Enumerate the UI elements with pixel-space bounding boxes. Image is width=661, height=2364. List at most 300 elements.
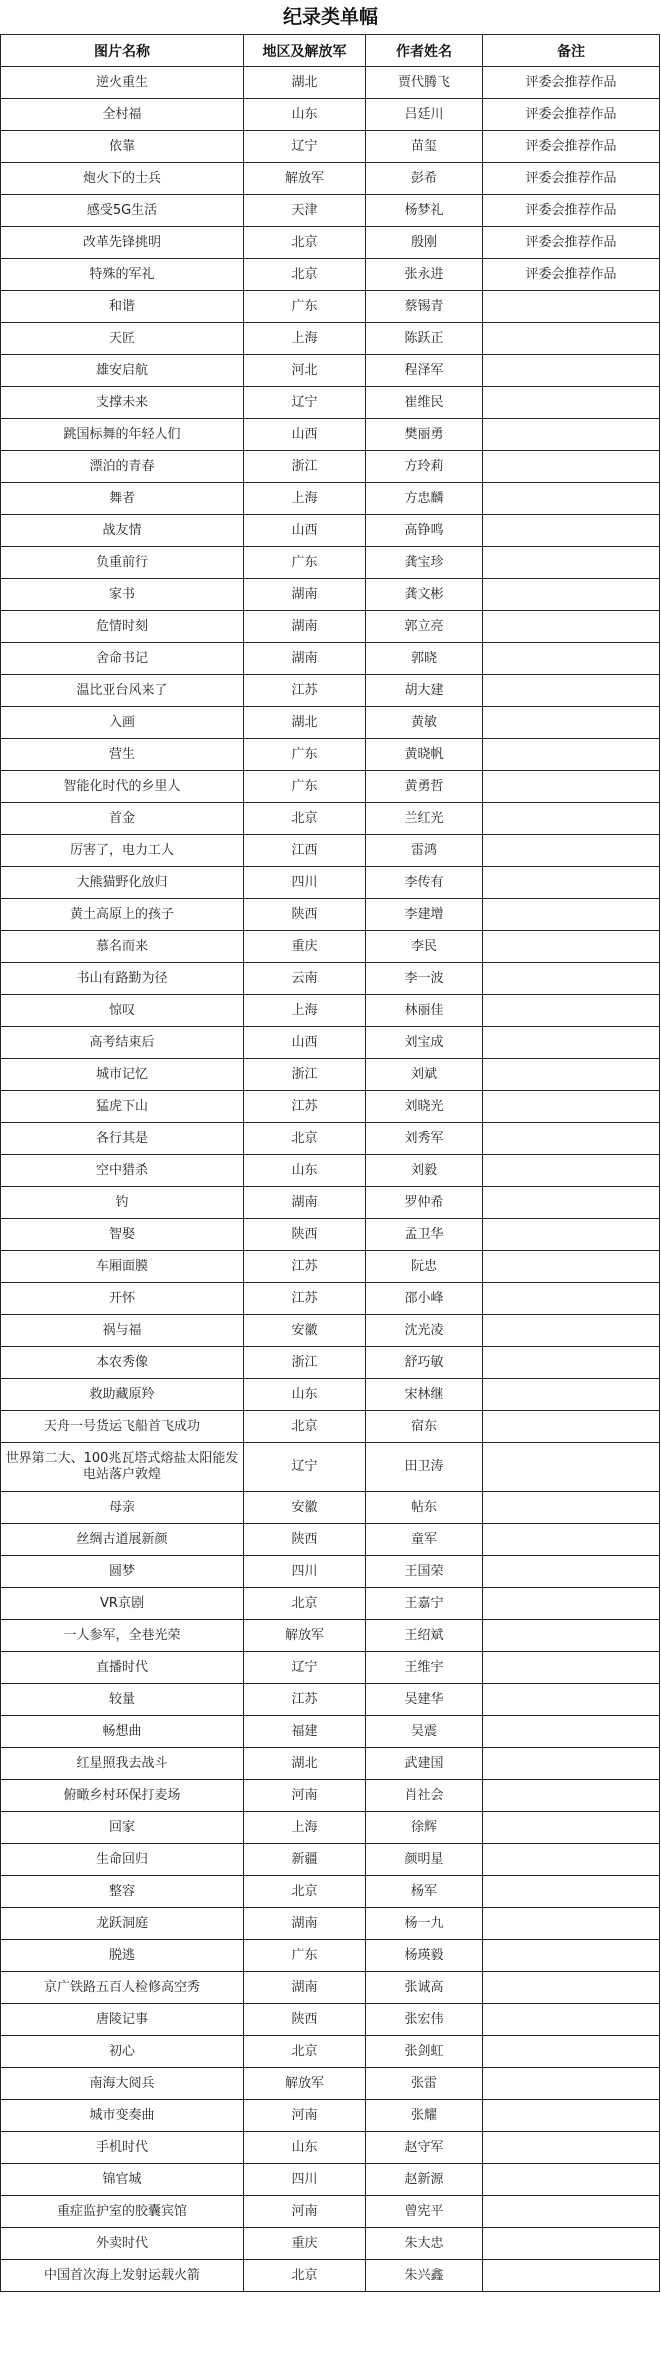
cell-remark: 评委会推荐作品 [483, 67, 660, 99]
cell-region: 陕西 [244, 2004, 366, 2036]
table-row [1, 995, 660, 1027]
cell-region: 广东 [244, 771, 366, 803]
table-row [1, 1187, 660, 1219]
cell-region: 陕西 [244, 899, 366, 931]
cell-region: 山东 [244, 99, 366, 131]
cell-region: 上海 [244, 1812, 366, 1844]
cell-photo-name: 改革先锋挑明 [1, 227, 244, 259]
table-row [1, 1219, 660, 1251]
table-row [1, 1411, 660, 1443]
cell-author: 龚文彬 [366, 579, 483, 611]
cell-remark [483, 515, 660, 547]
cell-photo-name: 跳国标舞的年轻人们 [1, 419, 244, 451]
cell-photo-name: 家书 [1, 579, 244, 611]
cell-remark [483, 899, 660, 931]
cell-photo-name: 首金 [1, 803, 244, 835]
cell-remark [483, 1812, 660, 1844]
table-row [1, 1972, 660, 2004]
cell-remark [483, 1844, 660, 1876]
cell-photo-name: 丝绸古道展新颜 [1, 1524, 244, 1556]
cell-remark [483, 2068, 660, 2100]
cell-remark [483, 323, 660, 355]
cell-region: 湖北 [244, 67, 366, 99]
cell-remark [483, 1091, 660, 1123]
cell-author: 杨瑛毅 [366, 1940, 483, 1972]
cell-region: 湖南 [244, 1908, 366, 1940]
table-row [1, 1091, 660, 1123]
cell-remark [483, 1620, 660, 1652]
cell-photo-name: 厉害了，电力工人 [1, 835, 244, 867]
cell-author: 杨军 [366, 1876, 483, 1908]
cell-author: 罗仲希 [366, 1187, 483, 1219]
cell-region: 北京 [244, 1588, 366, 1620]
cell-region: 辽宁 [244, 131, 366, 163]
table-row [1, 163, 660, 195]
cell-region: 北京 [244, 2036, 366, 2068]
cell-author: 帖东 [366, 1492, 483, 1524]
cell-photo-name: 逆火重生 [1, 67, 244, 99]
cell-remark [483, 2228, 660, 2260]
table-row [1, 419, 660, 451]
table-row [1, 1059, 660, 1091]
cell-photo-name: 特殊的军礼 [1, 259, 244, 291]
cell-region: 山西 [244, 1027, 366, 1059]
table-row [1, 387, 660, 419]
cell-author: 杨梦礼 [366, 195, 483, 227]
table-row [1, 899, 660, 931]
cell-photo-name: 开怀 [1, 1283, 244, 1315]
cell-region: 北京 [244, 803, 366, 835]
header-photo-name: 图片名称 [1, 35, 244, 67]
cell-remark [483, 1748, 660, 1780]
table-row [1, 1524, 660, 1556]
cell-region: 浙江 [244, 451, 366, 483]
table-row [1, 1780, 660, 1812]
cell-region: 北京 [244, 1411, 366, 1443]
cell-remark [483, 2004, 660, 2036]
cell-photo-name: 唐陵记事 [1, 2004, 244, 2036]
cell-region: 北京 [244, 227, 366, 259]
cell-photo-name: 空中猎杀 [1, 1155, 244, 1187]
cell-author: 吴震 [366, 1716, 483, 1748]
table-row [1, 2100, 660, 2132]
cell-author: 杨一九 [366, 1908, 483, 1940]
cell-remark [483, 611, 660, 643]
table-row [1, 1812, 660, 1844]
table-row [1, 611, 660, 643]
cell-region: 河南 [244, 2100, 366, 2132]
table-row [1, 1684, 660, 1716]
table-row [1, 99, 660, 131]
cell-author: 朱兴鑫 [366, 2260, 483, 2292]
table-row [1, 1620, 660, 1652]
cell-author: 郭立亮 [366, 611, 483, 643]
table-row [1, 771, 660, 803]
cell-photo-name: 锦官城 [1, 2164, 244, 2196]
cell-author: 蔡锡青 [366, 291, 483, 323]
cell-region: 四川 [244, 867, 366, 899]
cell-photo-name: 惊叹 [1, 995, 244, 1027]
cell-author: 王绍斌 [366, 1620, 483, 1652]
cell-region: 上海 [244, 995, 366, 1027]
cell-photo-name: 舍命书记 [1, 643, 244, 675]
cell-author: 王嘉宁 [366, 1588, 483, 1620]
cell-region: 山东 [244, 2132, 366, 2164]
cell-author: 林丽佳 [366, 995, 483, 1027]
cell-photo-name: 感受5G生活 [1, 195, 244, 227]
table-row [1, 131, 660, 163]
cell-author: 王国荣 [366, 1556, 483, 1588]
table-row [1, 67, 660, 99]
cell-remark [483, 2132, 660, 2164]
table-row [1, 643, 660, 675]
cell-remark [483, 1347, 660, 1379]
cell-author: 徐辉 [366, 1812, 483, 1844]
cell-region: 浙江 [244, 1347, 366, 1379]
cell-photo-name: 脱逃 [1, 1940, 244, 1972]
cell-author: 陈跃正 [366, 323, 483, 355]
cell-photo-name: 天舟一号货运飞船首飞成功 [1, 1411, 244, 1443]
cell-remark [483, 963, 660, 995]
cell-region: 江苏 [244, 675, 366, 707]
cell-region: 重庆 [244, 931, 366, 963]
cell-photo-name: 黄土高原上的孩子 [1, 899, 244, 931]
cell-author: 邵小峰 [366, 1283, 483, 1315]
cell-author: 郭晓 [366, 643, 483, 675]
table-row [1, 1876, 660, 1908]
cell-photo-name: 雄安启航 [1, 355, 244, 387]
cell-region: 湖南 [244, 643, 366, 675]
cell-photo-name: 中国首次海上发射运载火箭 [1, 2260, 244, 2292]
cell-author: 田卫涛 [366, 1443, 483, 1492]
cell-author: 张剑虹 [366, 2036, 483, 2068]
cell-author: 吕廷川 [366, 99, 483, 131]
cell-region: 湖南 [244, 1972, 366, 2004]
cell-photo-name: 各行其是 [1, 1123, 244, 1155]
cell-remark [483, 1059, 660, 1091]
cell-author: 胡大建 [366, 675, 483, 707]
cell-author: 刘宝成 [366, 1027, 483, 1059]
cell-photo-name: 猛虎下山 [1, 1091, 244, 1123]
table-row [1, 195, 660, 227]
cell-photo-name: 慕名而来 [1, 931, 244, 963]
table-row [1, 963, 660, 995]
table-row [1, 1315, 660, 1347]
cell-author: 方忠麟 [366, 483, 483, 515]
table-row [1, 675, 660, 707]
cell-region: 湖南 [244, 579, 366, 611]
cell-region: 天津 [244, 195, 366, 227]
cell-author: 刘晓光 [366, 1091, 483, 1123]
cell-remark [483, 1972, 660, 2004]
table-row [1, 2260, 660, 2292]
cell-photo-name: 天匠 [1, 323, 244, 355]
cell-remark [483, 995, 660, 1027]
cell-remark [483, 643, 660, 675]
cell-region: 湖南 [244, 611, 366, 643]
cell-region: 北京 [244, 2260, 366, 2292]
cell-remark [483, 1283, 660, 1315]
cell-author: 李民 [366, 931, 483, 963]
table-row [1, 1908, 660, 1940]
cell-region: 陕西 [244, 1524, 366, 1556]
cell-photo-name: 智能化时代的乡里人 [1, 771, 244, 803]
cell-region: 辽宁 [244, 1443, 366, 1492]
cell-region: 河南 [244, 1780, 366, 1812]
cell-photo-name: 一人参军，全巷光荣 [1, 1620, 244, 1652]
cell-remark: 评委会推荐作品 [483, 99, 660, 131]
cell-region: 四川 [244, 1556, 366, 1588]
table-row [1, 707, 660, 739]
cell-photo-name: 支撑未来 [1, 387, 244, 419]
cell-author: 李建增 [366, 899, 483, 931]
cell-author: 苗玺 [366, 131, 483, 163]
cell-photo-name: 龙跃洞庭 [1, 1908, 244, 1940]
table-row [1, 1492, 660, 1524]
cell-remark [483, 483, 660, 515]
cell-remark [483, 2260, 660, 2292]
cell-remark [483, 1556, 660, 1588]
cell-region: 陕西 [244, 1219, 366, 1251]
cell-author: 颜明星 [366, 1844, 483, 1876]
cell-remark [483, 1123, 660, 1155]
cell-author: 刘秀军 [366, 1123, 483, 1155]
cell-region: 河北 [244, 355, 366, 387]
cell-remark [483, 451, 660, 483]
cell-remark [483, 1588, 660, 1620]
cell-region: 辽宁 [244, 1652, 366, 1684]
cell-photo-name: 高考结束后 [1, 1027, 244, 1059]
cell-remark: 评委会推荐作品 [483, 131, 660, 163]
cell-remark [483, 547, 660, 579]
cell-region: 广东 [244, 291, 366, 323]
cell-region: 辽宁 [244, 387, 366, 419]
cell-remark [483, 1524, 660, 1556]
table-row [1, 547, 660, 579]
cell-author: 刘毅 [366, 1155, 483, 1187]
cell-author: 黄晓帆 [366, 739, 483, 771]
cell-photo-name: 京广铁路五百人检修高空秀 [1, 1972, 244, 2004]
cell-author: 武建国 [366, 1748, 483, 1780]
table-row [1, 2068, 660, 2100]
cell-photo-name: VR京剧 [1, 1588, 244, 1620]
cell-photo-name: 外卖时代 [1, 2228, 244, 2260]
cell-region: 广东 [244, 547, 366, 579]
table-row [1, 579, 660, 611]
cell-remark [483, 2164, 660, 2196]
cell-photo-name: 温比亚台风来了 [1, 675, 244, 707]
cell-region: 山东 [244, 1155, 366, 1187]
cell-region: 河南 [244, 2196, 366, 2228]
cell-region: 山西 [244, 419, 366, 451]
cell-photo-name: 车厢面膜 [1, 1251, 244, 1283]
cell-remark [483, 1411, 660, 1443]
cell-author: 肖社会 [366, 1780, 483, 1812]
cell-region: 广东 [244, 1940, 366, 1972]
cell-photo-name: 世界第二大、100兆瓦塔式熔盐太阳能发电站落户敦煌 [1, 1443, 244, 1492]
cell-remark [483, 739, 660, 771]
cell-photo-name: 畅想曲 [1, 1716, 244, 1748]
cell-photo-name: 和谐 [1, 291, 244, 323]
cell-photo-name: 本农秀像 [1, 1347, 244, 1379]
cell-author: 吴建华 [366, 1684, 483, 1716]
cell-photo-name: 圆梦 [1, 1556, 244, 1588]
cell-author: 沈光凌 [366, 1315, 483, 1347]
cell-region: 四川 [244, 2164, 366, 2196]
cell-author: 朱大忠 [366, 2228, 483, 2260]
table-row [1, 1027, 660, 1059]
cell-photo-name: 重症监护室的胶囊宾馆 [1, 2196, 244, 2228]
cell-photo-name: 炮火下的士兵 [1, 163, 244, 195]
cell-region: 上海 [244, 483, 366, 515]
cell-photo-name: 初心 [1, 2036, 244, 2068]
cell-remark [483, 707, 660, 739]
cell-region: 江苏 [244, 1684, 366, 1716]
header-region: 地区及解放军 [244, 35, 366, 67]
cell-photo-name: 生命回归 [1, 1844, 244, 1876]
cell-region: 上海 [244, 323, 366, 355]
table-row [1, 739, 660, 771]
cell-remark: 评委会推荐作品 [483, 163, 660, 195]
table-row [1, 1748, 660, 1780]
table-row [1, 1588, 660, 1620]
cell-photo-name: 较量 [1, 1684, 244, 1716]
cell-remark [483, 675, 660, 707]
cell-author: 舒巧敏 [366, 1347, 483, 1379]
cell-remark [483, 1187, 660, 1219]
cell-author: 张雷 [366, 2068, 483, 2100]
cell-remark [483, 1443, 660, 1492]
cell-author: 殷刚 [366, 227, 483, 259]
cell-author: 张永进 [366, 259, 483, 291]
page-title: 纪录类单幅 [282, 6, 378, 28]
cell-remark [483, 1684, 660, 1716]
table-row [1, 2164, 660, 2196]
cell-photo-name: 救助藏原羚 [1, 1379, 244, 1411]
cell-region: 湖北 [244, 707, 366, 739]
table-row [1, 2228, 660, 2260]
cell-remark [483, 1219, 660, 1251]
cell-region: 解放军 [244, 1620, 366, 1652]
cell-author: 刘斌 [366, 1059, 483, 1091]
cell-photo-name: 战友情 [1, 515, 244, 547]
award-table [0, 34, 660, 2292]
cell-photo-name: 舞者 [1, 483, 244, 515]
cell-remark [483, 2196, 660, 2228]
table-row [1, 2036, 660, 2068]
cell-remark [483, 1652, 660, 1684]
table-row [1, 2004, 660, 2036]
cell-photo-name: 大熊猫野化放归 [1, 867, 244, 899]
cell-remark [483, 1876, 660, 1908]
cell-region: 浙江 [244, 1059, 366, 1091]
cell-author: 宿东 [366, 1411, 483, 1443]
cell-remark [483, 1780, 660, 1812]
cell-region: 广东 [244, 739, 366, 771]
table-row [1, 1652, 660, 1684]
cell-remark [483, 1492, 660, 1524]
cell-author: 李一波 [366, 963, 483, 995]
table-row [1, 227, 660, 259]
cell-author: 赵守军 [366, 2132, 483, 2164]
cell-remark [483, 835, 660, 867]
table-row [1, 1155, 660, 1187]
table-body [1, 67, 660, 2292]
cell-author: 黄敏 [366, 707, 483, 739]
cell-author: 王维宇 [366, 1652, 483, 1684]
table-row [1, 867, 660, 899]
cell-author: 程泽军 [366, 355, 483, 387]
cell-photo-name: 危情时刻 [1, 611, 244, 643]
cell-remark [483, 387, 660, 419]
cell-remark [483, 419, 660, 451]
cell-remark [483, 1027, 660, 1059]
cell-region: 山西 [244, 515, 366, 547]
cell-photo-name: 手机时代 [1, 2132, 244, 2164]
header-remark: 备注 [483, 35, 660, 67]
cell-author: 黄勇哲 [366, 771, 483, 803]
cell-photo-name: 祸与福 [1, 1315, 244, 1347]
cell-author: 高铮鸣 [366, 515, 483, 547]
cell-remark [483, 1251, 660, 1283]
cell-region: 新疆 [244, 1844, 366, 1876]
cell-author: 彭希 [366, 163, 483, 195]
table-row [1, 323, 660, 355]
cell-photo-name: 漂泊的青春 [1, 451, 244, 483]
cell-remark [483, 771, 660, 803]
table-row [1, 1716, 660, 1748]
cell-region: 江苏 [244, 1283, 366, 1315]
cell-region: 安徽 [244, 1315, 366, 1347]
table-row [1, 451, 660, 483]
cell-remark [483, 1716, 660, 1748]
cell-region: 北京 [244, 1876, 366, 1908]
cell-remark: 评委会推荐作品 [483, 195, 660, 227]
cell-author: 宋林继 [366, 1379, 483, 1411]
cell-photo-name: 红星照我去战斗 [1, 1748, 244, 1780]
cell-remark [483, 2036, 660, 2068]
cell-remark [483, 579, 660, 611]
header-author: 作者姓名 [366, 35, 483, 67]
cell-photo-name: 营生 [1, 739, 244, 771]
cell-remark [483, 867, 660, 899]
cell-region: 云南 [244, 963, 366, 995]
cell-photo-name: 俯瞰乡村环保打麦场 [1, 1780, 244, 1812]
cell-remark [483, 2100, 660, 2132]
cell-remark [483, 931, 660, 963]
cell-photo-name: 城市记忆 [1, 1059, 244, 1091]
cell-region: 北京 [244, 1123, 366, 1155]
cell-photo-name: 回家 [1, 1812, 244, 1844]
cell-region: 江苏 [244, 1251, 366, 1283]
table-row [1, 1443, 660, 1492]
table-row [1, 2196, 660, 2228]
table-row [1, 1940, 660, 1972]
cell-region: 山东 [244, 1379, 366, 1411]
cell-photo-name: 入画 [1, 707, 244, 739]
cell-remark [483, 291, 660, 323]
cell-remark: 评委会推荐作品 [483, 227, 660, 259]
cell-author: 李传有 [366, 867, 483, 899]
cell-photo-name: 负重前行 [1, 547, 244, 579]
cell-region: 安徽 [244, 1492, 366, 1524]
table-row [1, 1347, 660, 1379]
table-row [1, 259, 660, 291]
cell-photo-name: 全村福 [1, 99, 244, 131]
table-row [1, 1379, 660, 1411]
cell-region: 福建 [244, 1716, 366, 1748]
cell-photo-name: 南海大阅兵 [1, 2068, 244, 2100]
